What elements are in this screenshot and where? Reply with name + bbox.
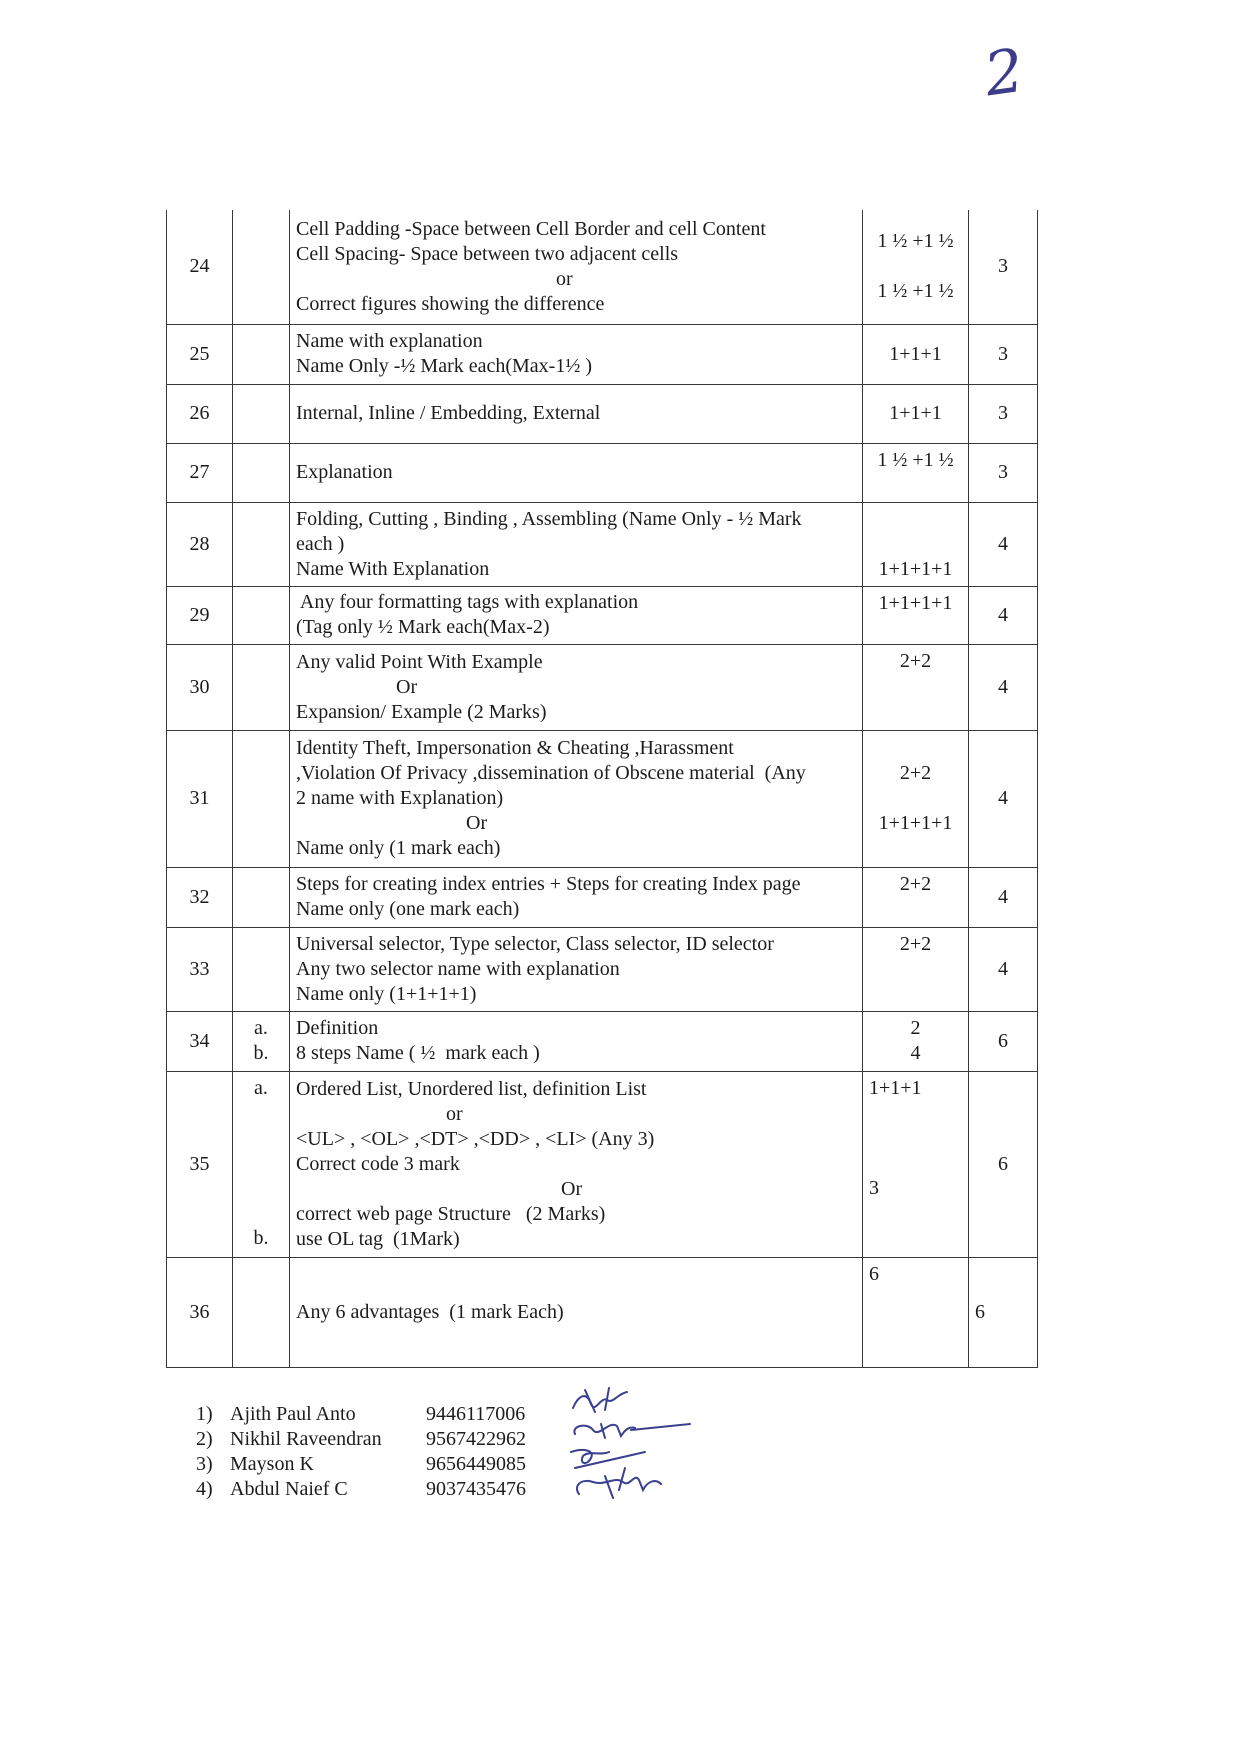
question-number: 26: [167, 384, 233, 443]
answer-line: or: [446, 1102, 463, 1125]
part-label: a.: [254, 1017, 268, 1039]
answer-line: Expansion/ Example (2 Marks): [296, 700, 547, 723]
total-mark: 4: [969, 502, 1038, 586]
total-mark: 3: [969, 443, 1038, 502]
total-mark: 3: [969, 324, 1038, 384]
answer-line: Steps for creating index entries + Steps for creating Index page: [296, 873, 801, 895]
answer-cell: [290, 1011, 863, 1071]
contributor-name: Mayson K: [230, 1453, 314, 1475]
total-mark: 4: [969, 644, 1038, 730]
allocation-line: 1 ½ +1 ½: [877, 280, 954, 303]
answer-line: Cell Spacing- Space between two adjacent cells: [296, 242, 679, 265]
answer-line: Ordered List, Unordered list, definition List: [296, 1077, 647, 1100]
allocation-line: 2+2: [899, 762, 932, 784]
answer-line: Any two selector name with explanation: [296, 957, 620, 980]
answer-line: Correct figures showing the difference: [296, 292, 605, 315]
mark-allocation: [863, 730, 969, 867]
answer-line: Identity Theft, Impersonation & Cheating ,Harassment: [296, 737, 734, 759]
table-row: [167, 502, 1038, 586]
answer-line: Any four formatting tags with explanation: [296, 591, 639, 613]
question-number: 29: [167, 586, 233, 644]
allocation-line: 1+1+1: [869, 1076, 922, 1099]
part-cell: [233, 1011, 290, 1071]
answer-line: Name with explanation: [296, 330, 483, 352]
part-cell: [233, 927, 290, 1011]
answer-line: Name only (one mark each): [296, 898, 520, 920]
answer-line: each ): [296, 532, 345, 555]
contributor-row: [196, 1477, 526, 1502]
answer-line: ,Violation Of Privacy ,dissemination of Obscene material (Any: [296, 762, 806, 784]
answer-line: (Tag only ½ Mark each(Max-2): [296, 616, 550, 638]
answer-cell: [290, 644, 863, 730]
part-cell: [233, 1071, 290, 1257]
mark-allocation: [863, 210, 969, 324]
answer-line: or: [556, 267, 573, 290]
question-number: 33: [167, 927, 233, 1011]
question-number: 31: [167, 730, 233, 867]
contributor-row: [196, 1427, 526, 1452]
part-label: a.: [254, 1076, 268, 1099]
part-cell: [233, 384, 290, 443]
table-row: [167, 1071, 1038, 1257]
mark-allocation: 1+1+1: [863, 324, 969, 384]
allocation-line: 2: [910, 1017, 921, 1039]
contributor-phone: 9656449085: [426, 1453, 526, 1475]
contributor-phone: 9567422962: [426, 1428, 526, 1450]
answer-line: Or: [561, 1177, 583, 1200]
answer-line: Cell Padding -Space between Cell Border and cell Content: [296, 217, 766, 240]
question-number: 28: [167, 502, 233, 586]
table-row: [167, 324, 1038, 384]
contributor-row: [196, 1402, 526, 1427]
answer-line: Or: [466, 812, 488, 834]
answer-cell: [290, 867, 863, 927]
contributors-list: [196, 1402, 526, 1502]
table-row: [167, 384, 1038, 443]
page-number: 2: [980, 35, 1028, 111]
contributor-name: Nikhil Raveendran: [230, 1428, 382, 1450]
answer-line: Name With Explanation: [296, 557, 490, 580]
total-mark: 3: [969, 384, 1038, 443]
mark-allocation: 2+2: [863, 644, 969, 730]
table-row: [167, 927, 1038, 1011]
answer-line: Name Only -½ Mark each(Max-1½ ): [296, 355, 593, 377]
answer-line: Name only (1 mark each): [296, 837, 501, 859]
mark-allocation: 1+1+1+1: [863, 502, 969, 586]
allocation-line: 1 ½ +1 ½: [877, 230, 954, 253]
answer-cell: [290, 927, 863, 1011]
part-cell: [233, 644, 290, 730]
question-number: 35: [167, 1071, 233, 1257]
allocation-line: 4: [910, 1042, 921, 1064]
marking-scheme-table: [166, 210, 1038, 1368]
answer-line: Internal, Inline / Embedding, External: [296, 402, 601, 424]
table-row: [167, 867, 1038, 927]
total-mark: 4: [969, 927, 1038, 1011]
answer-cell: [290, 443, 863, 502]
mark-allocation: [863, 1011, 969, 1071]
total-mark: 4: [969, 730, 1038, 867]
mark-allocation: [863, 1071, 969, 1257]
contributor-index: 1): [196, 1403, 213, 1425]
signatures: [565, 1386, 705, 1516]
answer-line: use OL tag (1Mark): [296, 1227, 460, 1250]
answer-line: correct web page Structure (2 Marks): [296, 1202, 606, 1225]
answer-line: Name only (1+1+1+1): [296, 982, 477, 1005]
answer-cell: [290, 1071, 863, 1257]
mark-allocation: 1 ½ +1 ½: [863, 443, 969, 502]
allocation-line: 1+1+1+1: [878, 812, 953, 834]
mark-allocation: 1+1+1: [863, 384, 969, 443]
answer-cell: [290, 384, 863, 443]
part-cell: [233, 502, 290, 586]
question-number: 34: [167, 1011, 233, 1071]
question-number: 27: [167, 443, 233, 502]
question-number: 32: [167, 867, 233, 927]
part-cell: [233, 324, 290, 384]
part-cell: [233, 730, 290, 867]
total-mark: 6: [969, 1011, 1038, 1071]
question-number: 30: [167, 644, 233, 730]
question-number: 25: [167, 324, 233, 384]
contributor-index: 2): [196, 1428, 213, 1450]
contributor-name: Ajith Paul Anto: [230, 1403, 356, 1425]
table-row: [167, 1257, 1038, 1367]
contributor-index: 3): [196, 1453, 213, 1475]
question-number: 36: [167, 1257, 233, 1367]
total-mark: 3: [969, 210, 1038, 324]
part-label: b.: [253, 1226, 269, 1249]
part-cell: [233, 210, 290, 324]
answer-line: Correct code 3 mark: [296, 1152, 460, 1175]
answer-line: Universal selector, Type selector, Class selector, ID selector: [296, 932, 774, 955]
part-cell: [233, 1257, 290, 1367]
total-mark: 6: [969, 1071, 1038, 1257]
answer-cell: [290, 324, 863, 384]
table-row: [167, 644, 1038, 730]
answer-line: Definition: [296, 1017, 379, 1039]
table-row: [167, 586, 1038, 644]
answer-line: <UL> , <OL> ,<DT> ,<DD> , <LI> (Any 3): [296, 1127, 655, 1150]
answer-line: Folding, Cutting , Binding , Assembling (Name Only - ½ Mark: [296, 507, 802, 530]
mark-allocation: 2+2: [863, 867, 969, 927]
table-row: [167, 210, 1038, 324]
answer-line: Explanation: [296, 461, 393, 483]
answer-cell: [290, 730, 863, 867]
contributor-name: Abdul Naief C: [230, 1478, 348, 1500]
question-number: 24: [167, 210, 233, 324]
total-mark: 4: [969, 867, 1038, 927]
mark-allocation: 2+2: [863, 927, 969, 1011]
part-cell: [233, 443, 290, 502]
answer-cell: [290, 210, 863, 324]
mark-allocation: 1+1+1+1: [863, 586, 969, 644]
part-cell: [233, 867, 290, 927]
answer-cell: [290, 586, 863, 644]
contributor-phone: 9446117006: [426, 1403, 526, 1425]
table-row: [167, 443, 1038, 502]
answer-line: 2 name with Explanation): [296, 787, 504, 809]
contributor-phone: 9037435476: [426, 1478, 526, 1500]
table-row: [167, 1011, 1038, 1071]
part-cell: [233, 586, 290, 644]
total-mark: 6: [969, 1257, 1038, 1367]
contributor-row: [196, 1452, 526, 1477]
answer-line: Any valid Point With Example: [296, 650, 543, 673]
answer-line: Any 6 advantages (1 mark Each): [296, 1300, 564, 1323]
total-mark: 4: [969, 586, 1038, 644]
mark-allocation: 6: [863, 1257, 969, 1367]
answer-cell: [290, 502, 863, 586]
table-row: [167, 730, 1038, 867]
answer-line: 8 steps Name ( ½ mark each ): [296, 1042, 540, 1064]
contributor-index: 4): [196, 1478, 213, 1500]
allocation-line: 3: [869, 1176, 879, 1199]
answer-cell: [290, 1257, 863, 1367]
part-label: b.: [253, 1042, 269, 1064]
answer-line: Or: [396, 675, 418, 698]
